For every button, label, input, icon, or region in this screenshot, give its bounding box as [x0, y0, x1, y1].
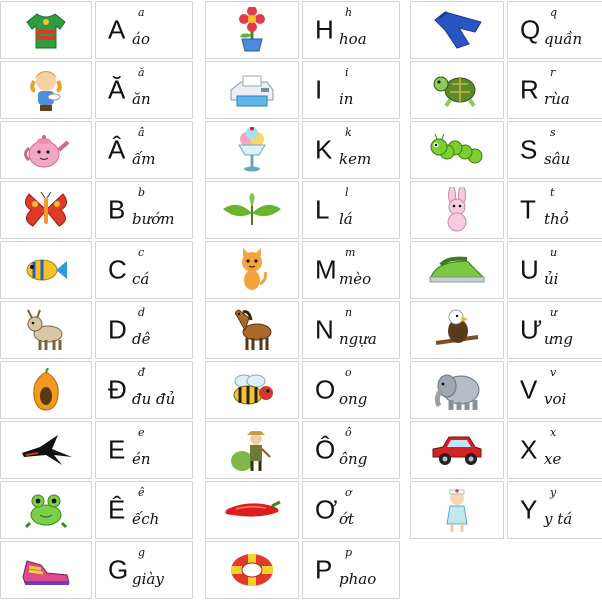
- lowercase-letter: â: [138, 126, 145, 139]
- example-word: én: [132, 450, 151, 468]
- uppercase-letter: Q: [520, 14, 541, 45]
- picture-cell: [410, 481, 504, 539]
- example-word: đu đủ: [132, 390, 176, 408]
- letter-cell: [507, 361, 602, 419]
- lowercase-letter: v: [550, 366, 557, 379]
- example-word: voi: [544, 390, 567, 408]
- letter-cell: [507, 181, 602, 239]
- letter-cell: [507, 1, 602, 59]
- letter-cell: [302, 481, 400, 539]
- lowercase-letter: p: [345, 546, 353, 559]
- example-word: dê: [132, 330, 151, 348]
- uppercase-letter: X: [520, 434, 538, 465]
- letter-cell: [302, 181, 400, 239]
- letter-cell: [507, 421, 602, 479]
- lowercase-letter: i: [345, 66, 349, 79]
- example-word: ủi: [544, 270, 559, 288]
- letter-cell: [95, 301, 193, 359]
- example-word: y tá: [544, 510, 573, 528]
- letter-cell: [95, 421, 193, 479]
- picture-cell: [410, 121, 504, 179]
- letter-cell: [507, 301, 602, 359]
- picture-cell: [0, 241, 92, 299]
- example-word: ấm: [132, 150, 156, 168]
- lowercase-letter: s: [550, 126, 556, 139]
- example-word: cá: [132, 270, 150, 288]
- letter-cell: [95, 1, 193, 59]
- letter-cell: [507, 481, 602, 539]
- example-word: lá: [339, 210, 353, 228]
- picture-cell: [410, 1, 504, 59]
- letter-cell: [302, 541, 400, 599]
- lowercase-letter: a: [138, 6, 145, 19]
- example-word: rùa: [544, 90, 570, 108]
- picture-cell: [0, 121, 92, 179]
- lowercase-letter: l: [345, 186, 349, 199]
- example-word: bướm: [132, 210, 175, 228]
- uppercase-letter: K: [315, 134, 333, 165]
- uppercase-letter: Ê: [108, 494, 126, 525]
- example-word: phao: [339, 570, 377, 588]
- picture-cell: [0, 481, 92, 539]
- example-word: ớt: [339, 510, 355, 528]
- lowercase-letter: g: [138, 546, 146, 559]
- letter-cell: [302, 421, 400, 479]
- letter-cell: [95, 361, 193, 419]
- picture-cell: [410, 421, 504, 479]
- picture-cell: [410, 241, 504, 299]
- lowercase-letter: ư: [550, 306, 558, 319]
- uppercase-letter: M: [315, 254, 337, 285]
- picture-cell: [205, 61, 299, 119]
- picture-cell: [205, 361, 299, 419]
- letter-cell: [507, 241, 602, 299]
- example-word: sâu: [544, 150, 571, 168]
- letter-cell: [302, 121, 400, 179]
- example-word: ong: [339, 390, 368, 408]
- letter-cell: [95, 241, 193, 299]
- letter-cell: [507, 61, 602, 119]
- uppercase-letter: C: [108, 254, 127, 285]
- uppercase-letter: I: [315, 74, 323, 105]
- example-word: ếch: [132, 510, 160, 528]
- lowercase-letter: h: [345, 6, 353, 19]
- picture-cell: [410, 301, 504, 359]
- letter-cell: [302, 301, 400, 359]
- picture-cell: [205, 1, 299, 59]
- example-word: xe: [544, 450, 562, 468]
- lowercase-letter: x: [550, 426, 557, 439]
- example-word: ông: [339, 450, 368, 468]
- picture-cell: [0, 541, 92, 599]
- lowercase-letter: ơ: [345, 486, 352, 499]
- uppercase-letter: D: [108, 314, 127, 345]
- example-word: hoa: [339, 30, 367, 48]
- lowercase-letter: c: [138, 246, 145, 259]
- example-word: quần: [544, 30, 583, 48]
- example-word: in: [339, 90, 354, 108]
- picture-cell: [205, 181, 299, 239]
- lowercase-letter: ê: [138, 486, 145, 499]
- example-word: giày: [132, 570, 164, 588]
- picture-cell: [205, 121, 299, 179]
- lowercase-letter: t: [550, 186, 555, 199]
- lowercase-letter: r: [550, 66, 556, 79]
- letter-cell: [95, 481, 193, 539]
- example-word: thỏ: [544, 210, 569, 228]
- letter-cell: [302, 241, 400, 299]
- picture-cell: [205, 421, 299, 479]
- uppercase-letter: Ư: [520, 314, 543, 345]
- example-word: ăn: [132, 90, 151, 108]
- lowercase-letter: đ: [138, 366, 146, 379]
- picture-cell: [205, 481, 299, 539]
- lowercase-letter: d: [138, 306, 146, 319]
- letter-cell: [95, 181, 193, 239]
- uppercase-letter: Â: [108, 134, 126, 165]
- letter-cell: [95, 541, 193, 599]
- lowercase-letter: u: [550, 246, 558, 259]
- lowercase-letter: y: [550, 486, 557, 499]
- uppercase-letter: V: [520, 374, 538, 405]
- uppercase-letter: R: [520, 74, 539, 105]
- example-word: ngựa: [339, 330, 377, 348]
- example-word: mèo: [339, 270, 372, 288]
- letter-cell: [95, 121, 193, 179]
- letter-cell: [507, 121, 602, 179]
- letter-cell: [302, 1, 400, 59]
- picture-cell: [205, 301, 299, 359]
- lowercase-letter: k: [345, 126, 352, 139]
- picture-cell: [0, 361, 92, 419]
- lowercase-letter: e: [138, 426, 145, 439]
- uppercase-letter: Ă: [108, 74, 126, 105]
- uppercase-letter: P: [315, 554, 333, 585]
- uppercase-letter: T: [520, 194, 536, 225]
- uppercase-letter: E: [108, 434, 126, 465]
- uppercase-letter: N: [315, 314, 334, 345]
- lowercase-letter: ă: [138, 66, 145, 79]
- picture-cell: [0, 61, 92, 119]
- uppercase-letter: Ơ: [315, 494, 338, 525]
- example-word: kem: [339, 150, 372, 168]
- picture-cell: [205, 541, 299, 599]
- lowercase-letter: o: [345, 366, 352, 379]
- lowercase-letter: m: [345, 246, 356, 259]
- picture-cell: [0, 181, 92, 239]
- picture-cell: [410, 361, 504, 419]
- uppercase-letter: G: [108, 554, 129, 585]
- picture-cell: [0, 1, 92, 59]
- uppercase-letter: Y: [520, 494, 538, 525]
- lowercase-letter: b: [138, 186, 146, 199]
- picture-cell: [205, 241, 299, 299]
- uppercase-letter: U: [520, 254, 539, 285]
- uppercase-letter: A: [108, 14, 126, 45]
- uppercase-letter: H: [315, 14, 334, 45]
- example-word: áo: [132, 30, 150, 48]
- lowercase-letter: ô: [345, 426, 352, 439]
- picture-cell: [0, 421, 92, 479]
- picture-cell: [410, 61, 504, 119]
- picture-cell: [410, 181, 504, 239]
- uppercase-letter: Ô: [315, 434, 336, 465]
- uppercase-letter: O: [315, 374, 336, 405]
- uppercase-letter: Đ: [108, 374, 127, 405]
- letter-cell: [95, 61, 193, 119]
- example-word: ưng: [544, 330, 573, 348]
- letter-cell: [302, 61, 400, 119]
- picture-cell: [0, 301, 92, 359]
- lowercase-letter: q: [550, 6, 558, 19]
- letter-cell: [302, 361, 400, 419]
- lowercase-letter: n: [345, 306, 353, 319]
- uppercase-letter: L: [315, 194, 330, 225]
- uppercase-letter: B: [108, 194, 126, 225]
- uppercase-letter: S: [520, 134, 538, 165]
